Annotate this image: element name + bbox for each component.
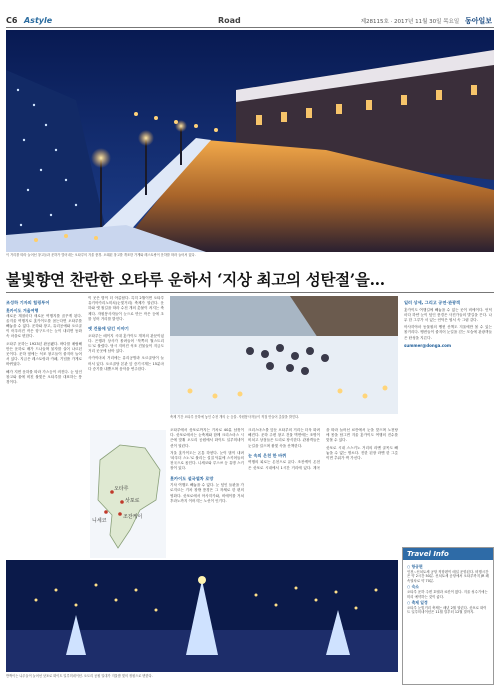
travel-info-title: Travel Info: [403, 548, 493, 560]
issue-info: [361, 16, 492, 26]
subheading: 옛 건물에 담긴 이야기: [88, 326, 129, 332]
paragraph: 오타루 운하는 1923년 완공됐다. 바다를 매립해 만든 운하로 배가 드나들며 물자를 실어 나르던 곳이다. 운하 옆에는 석조 창고들이 줄지어 늘어서 있다. 지금은 레스토랑과 카페, 기념품 가게로 바뀌었다.: [6, 341, 82, 367]
illumination-photo: [6, 560, 398, 672]
section-label: Astyle: [23, 16, 53, 25]
paragraph: 아사히야마 동물원의 펭귄 산책도 겨울에만 볼 수 있는 볼거리다. 펭귄들이 줄지어 눈길을 걷는 모습에 관광객들은 탄성을 지른다.: [404, 325, 492, 340]
article-column-2: [88, 296, 164, 428]
article-column-3: [170, 428, 244, 558]
travel-sub-lodging: ○ 숙소: [407, 584, 419, 590]
article-column-4: [248, 428, 398, 558]
page-header: [0, 0, 500, 26]
paragraph: 겨울 홋카이도는 온통 하얗다. 눈이 많이 내려 ‘파우더 스노’로 불리는 설질 덕분에 스키어들의 천국으로 꼽힌다. 니세코와 루스쓰 등 유명 스키장이 있다.: [170, 450, 244, 471]
column-kicker: 조성하 기자의 힐링투어: [6, 300, 50, 305]
travel-text-flight: 인천∼신치토세 공항 직항편이 매일 운항된다. 비행시간은 약 2시간 50분. 신치토세 공항에서 오타루까지 JR 쾌속열차로 약 70분.: [407, 569, 489, 583]
subheading: 홋카이도 설국열차 로망: [170, 475, 214, 481]
festival-photo: [170, 296, 398, 414]
article-column-1: [6, 296, 82, 558]
map-label-jozankei: 조잔케이: [123, 514, 143, 520]
page-number-section: [6, 16, 52, 25]
subheading: 눈 속의 온천 한 바퀴: [248, 452, 287, 458]
subheading: 일러 상세, 그리고 공연·관광객: [404, 300, 461, 305]
paragraph: 홋카이도 여행길에 빼놓을 수 없는 곳이 비에이다. 언덕마다 하얀 눈이 덮인 풍경은 사진가들의 발길을 끈다. 나무 한 그루가 서 있는 언덕은 엽서 속 그림 같다.: [404, 307, 492, 322]
paragraph: 기차 여행도 빼놓을 수 없다. 눈 덮인 들판을 가로지르는 기차 창밖 풍경은 그 자체로 한 편의 영화다. 삿포로에서 아사히카와, 비에이를 거쳐 후라노까지 이어지는 노선이 인기다.: [170, 483, 244, 503]
page-number: C6: [6, 16, 18, 25]
column-byline: 홋카이도 겨울여행: [6, 307, 39, 313]
paragraph: 오타루는 메이지 시대 홋카이도 개척의 관문이었다. 은행과 상사가 몰려들어 ‘북쪽의 월스트리트’로 불렸다. 당시 지어진 석조 건물들이 지금도 거리 곳곳에 남아 있다.: [88, 333, 164, 354]
section-title: Road: [218, 16, 241, 25]
headline-rule: [6, 292, 494, 293]
article-headline: 불빛향연 찬란한 오타루 운하서 ‘지상 최고의 성탄절’을…: [6, 270, 385, 289]
festival-photo-caption: 축제 기간 오타루 운하에 놓인 수천 개의 눈 등불. 자원봉사자들이 직접 만들어 촛불을 밝힌다.: [170, 415, 300, 419]
travel-sub-flight: ○ 항공편: [407, 564, 423, 569]
newspaper-logo: 동아일보: [464, 17, 492, 25]
paragraph: 새로운 계절마다 새로운 여행지를 꿈꾸게 된다. 올겨울 여행지로 홋카이도를 꼽는다면 오타루를 빼놓을 수 없다. 운하와 창고, 유리공예와 오르골이 어우러진 작은 항구도시는 눈이 내리면 동화 속 마을로 변한다.: [6, 313, 82, 339]
paragraph: 크리스마스를 앞둔 오타루의 거리는 더욱 화려해진다. 운하 주변 창고 건물 벽면에는 조명이 비치고 상점들은 트리로 장식한다. 관광객들은 눈길을 걸으며 불빛 속을 산책한다.: [248, 428, 320, 448]
map-label-sapporo: 삿포로: [125, 498, 140, 504]
paragraph: 사카이마치 거리에는 유리공방과 오르골당이 늘어서 있다. 오르골당 본관 앞 증기시계는 15분마다 증기를 내뿜으며 음악을 연주한다.: [88, 356, 164, 371]
paragraph: 해가 지면 운하를 따라 가스등이 켜진다. 눈 덮인 창고와 물에 비친 불빛은 오타루를 대표하는 풍경이다.: [6, 369, 82, 385]
paragraph: 오타루에서 삿포로까지는 기차로 40분 남짓이다. 삿포로에서는 눈축제와 함께 크리스마스 시즌에 맞춰 오도리 공원에서 화이트 일루미네이션이 열린다.: [170, 428, 244, 448]
paragraph: 여행의 피로는 온천으로 푼다. 조잔케이 온천은 삿포로 시내에서 1시간 거리에 있다. 계곡을 따라 늘어선 료칸에서 눈을 맞으며 노천탕에 몸을 담그면 겨울 홋카이도 여행의 진수를 맛볼 수 있다.: [248, 428, 398, 470]
map-label-niseko: 니세코: [92, 518, 107, 524]
hero-caption: 이 거리를 따라 늘어선 창고들과 운하가 빚어내는 오타루의 겨울 풍경. 오래된 창고를 개조한 가게와 레스토랑이 운하를 따라 늘어서 있다.: [6, 253, 196, 257]
travel-sub-festival: ○ 축제 일정: [407, 600, 428, 606]
paragraph: 삿포로 시내 스스키노 거리의 라멘 골목도 빼놓을 수 없는 명소다. 진한 된장 라멘 한 그릇이면 추위가 싹 가신다.: [326, 445, 398, 461]
article-column-5: [404, 296, 492, 542]
paragraph: 이 곳은 밤이 더 아름답다. 특히 2월이면 오타루 유키아카리노미치(눈빛거리) 축제가 열린다. 운하와 옛 철길을 따라 수천 개의 촛불이 켜지는 축제다. 자원봉사자들이 눈으로 만든 작은 등에 초를 넣어 거리를 밝힌다.: [88, 296, 164, 321]
hokkaido-map: [90, 430, 166, 558]
travel-text-festival: 오타루 눈빛거리 축제는 매년 2월 열린다. 삿포로 화이트 일루미네이션은 11월 말부터 12월 말까지.: [407, 605, 487, 615]
illumination-caption: 반짝이는 나무들이 늘어선 삿포로 화이트 일루미네이션. 오도리 공원 일대가 겨울밤 빛의 정원으로 변한다.: [6, 674, 153, 678]
travel-text-lodging: 오타루 운하 주변 호텔과 료칸이 많다. 겨울 성수기에는 미리 예약하는 것이 좋다.: [407, 589, 488, 599]
travel-info-body: [403, 560, 493, 618]
map-label-otaru: 오타루: [114, 486, 129, 492]
reporter-email: summer@donga.com: [404, 342, 452, 348]
issue-date: 제28115호 · 2017년 11월 30일 목요일: [360, 19, 460, 25]
hero-photo-otaru-canal: [6, 30, 494, 252]
travel-info-box: [402, 547, 494, 685]
header-rule: [6, 27, 494, 28]
